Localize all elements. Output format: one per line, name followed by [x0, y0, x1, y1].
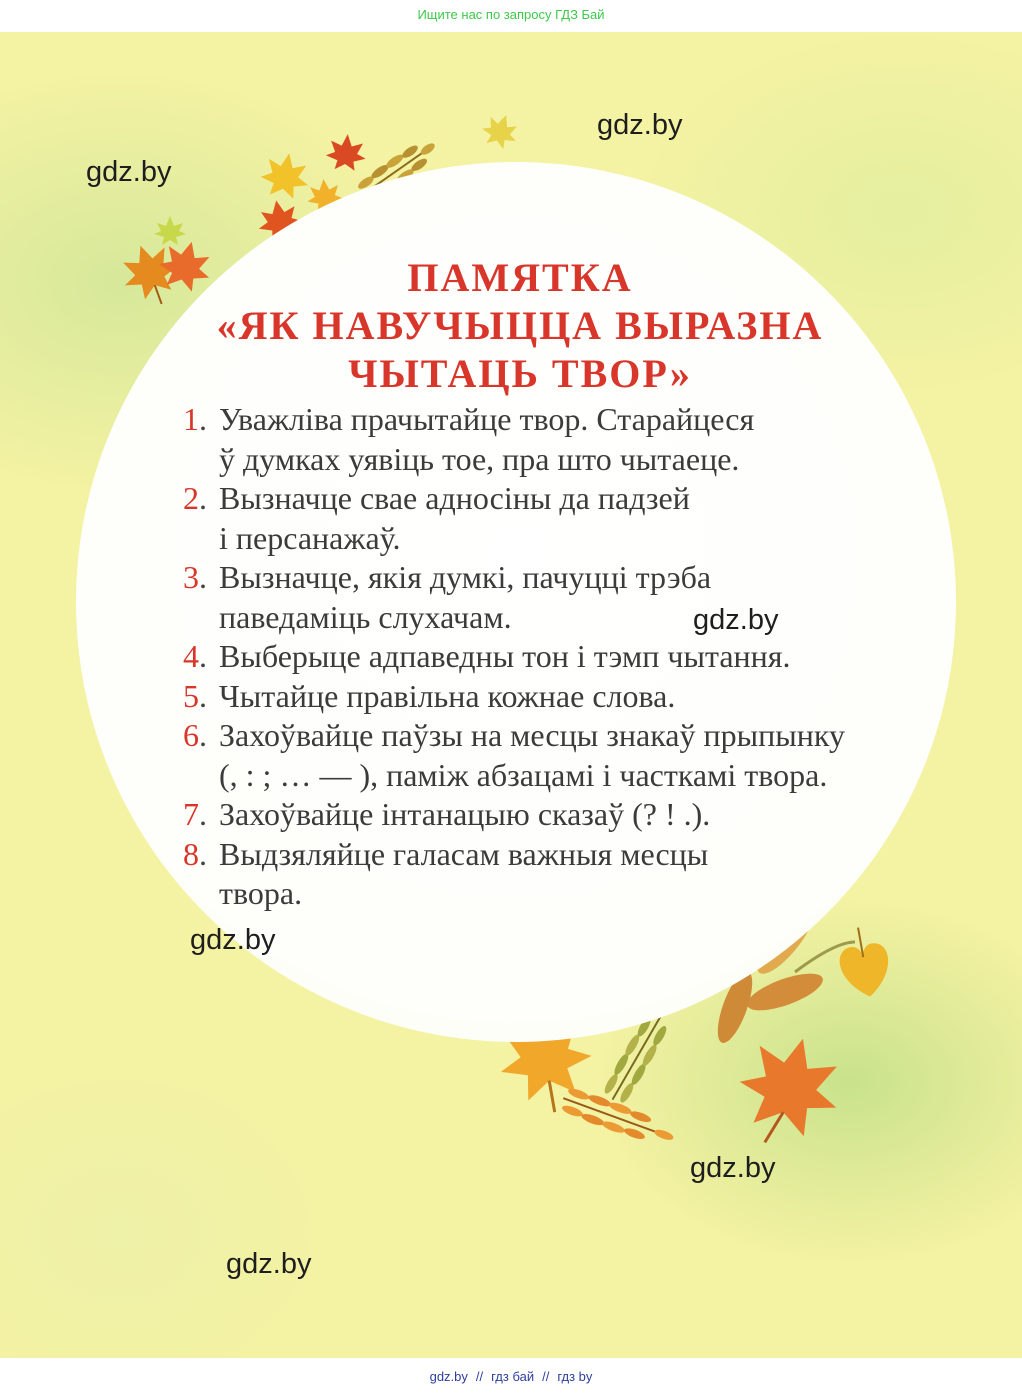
item-number: 6	[183, 717, 199, 753]
heart-leaf-icon	[834, 923, 894, 1000]
item-text-line: Выдзяляйце галасам важныя месцы	[219, 835, 709, 872]
item-text-line: Вызначце сваe адносіны да падзей	[219, 480, 690, 516]
item-text-line: Захоўвайце інтанацыю сказаў (? ! .).	[219, 796, 711, 832]
item-text-line: Уважліва прачытайце твор. Старайцеся	[219, 401, 755, 437]
footer-link[interactable]: gdz.by	[429, 1369, 468, 1384]
item-number: 8	[183, 835, 199, 872]
item-text-line: і персанажаў.	[219, 519, 401, 556]
memo-item: 8. Выдзяляйце галасам важныя месцы твора.	[183, 835, 943, 914]
watermark: gdz.by	[226, 1248, 312, 1280]
footer-links-bar	[0, 1358, 1022, 1395]
watermark: gdz.by	[190, 924, 276, 956]
memo-item: 6. Захоўвайце паўзы на месцы знакаў прыпынку (, : ; … — ), паміж абзацамі і часткамі твора.	[183, 716, 943, 795]
item-text-line: Выберыце адпаведны тон і тэмп чытання.	[219, 638, 791, 674]
maple-leaf-icon	[478, 109, 523, 152]
search-hint-text: Ищите нас по запросу ГДЗ Бай	[417, 7, 605, 22]
maple-leaf-icon	[325, 132, 368, 171]
memo-item: 1. Уважліва прачытайце твор. Старайцеся ў думках уявіць тое, пра што чытаеце.	[183, 400, 943, 479]
footer-separator: //	[475, 1369, 484, 1384]
footer-separator: //	[542, 1369, 550, 1384]
maple-leaf-icon	[154, 216, 186, 245]
item-text-line: паведаміць слухачам.	[219, 598, 512, 635]
watermark: gdz.by	[86, 156, 172, 188]
item-text-line: Чытайце правільна кожнае слова.	[219, 677, 676, 714]
item-number: 3	[183, 559, 199, 595]
textbook-page	[0, 32, 1022, 1358]
item-text-line: ў думках уявіць тое, пра што чытаеце.	[219, 440, 740, 477]
item-text-line: Вызначце, якія думкі, пачуцці трэба	[219, 559, 712, 595]
memo-item: 7. Захоўвайце інтанацыю сказаў (? ! .).	[183, 795, 943, 835]
maple-leaf-icon	[258, 149, 313, 201]
memo-title-line: ПАМЯТКА	[407, 255, 633, 300]
item-text-line: твора.	[219, 875, 303, 911]
footer-link[interactable]: гдз by	[557, 1369, 593, 1384]
footer-link[interactable]: гдз бай	[491, 1369, 535, 1384]
watermark: gdz.by	[690, 1152, 776, 1184]
memo-item: 5. Чытайце правільна кожнае слова.	[183, 677, 943, 717]
item-number: 4	[183, 638, 199, 674]
top-search-hint-bar	[0, 0, 1022, 32]
memo-title-line: ЧЫТАЦЬ ТВОР»	[348, 351, 692, 396]
item-number: 2	[183, 480, 199, 516]
item-number: 7	[183, 796, 199, 832]
watermark: gdz.by	[597, 109, 683, 141]
watermark: gdz.by	[693, 604, 779, 636]
memo-item: 4. Выберыце адпаведны тон і тэмп чытання.	[183, 637, 943, 677]
memo-title-line: «ЯК НАВУЧЫЦЦА ВЫРАЗНА	[216, 303, 824, 348]
memo-list	[183, 400, 943, 914]
memo-item: 2. Вызначце сваe адносіны да падзей і персанажаў.	[183, 479, 943, 558]
item-number: 5	[183, 677, 199, 714]
item-number: 1	[183, 401, 199, 437]
memo-item: 3. Вызначце, якія думкі, пачуцці трэба паведаміць слухачам.	[183, 558, 943, 637]
item-text-line: (, : ; … — ), паміж абзацамі і часткамі твора.	[219, 756, 828, 793]
maple-leaf-icon	[726, 1026, 851, 1158]
rowan-leaf-icon	[559, 1085, 679, 1151]
memo-title	[170, 254, 870, 398]
item-text-line: Захоўвайце паўзы на месцы знакаў прыпынку	[219, 717, 845, 753]
